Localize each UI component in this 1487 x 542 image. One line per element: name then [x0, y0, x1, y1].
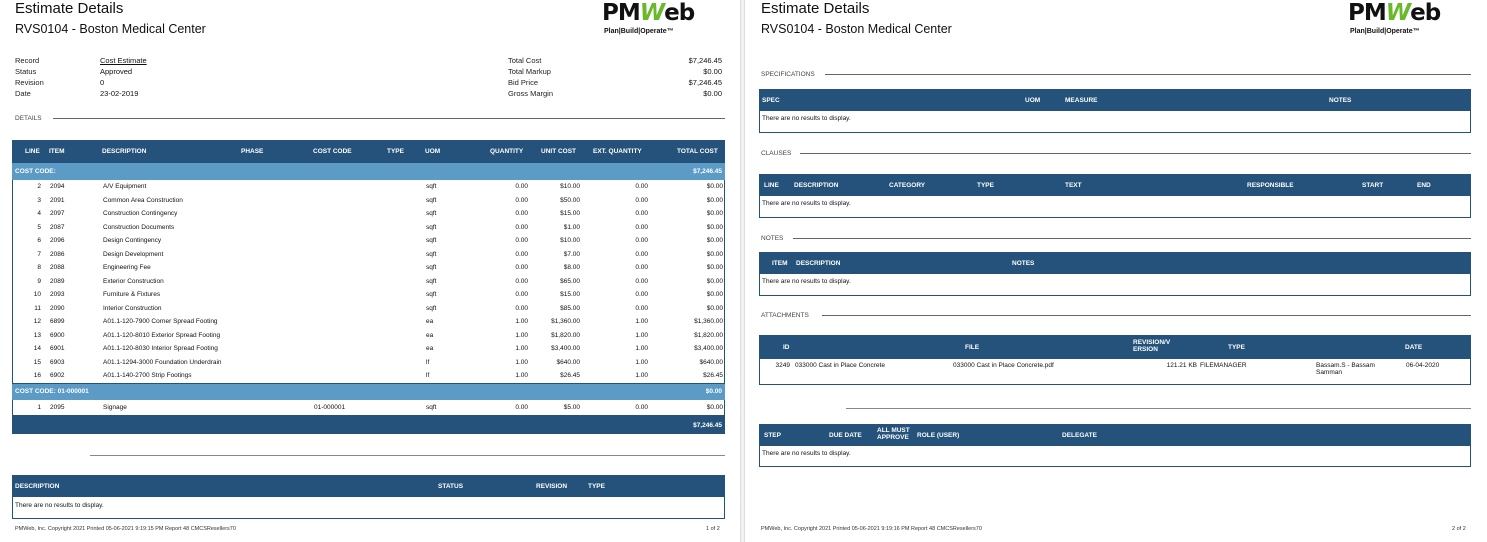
page-footer: PMWeb, Inc. Copyright 2021 Printed 05-06-2021 9:19:16 PM Report 48 CMCSResellers70 [761, 526, 982, 532]
logo-text: PMWeb [1348, 0, 1441, 26]
cell-uom: sqft [426, 183, 437, 190]
col-step: STEP [764, 432, 781, 439]
cell-line: 10 [33, 291, 41, 298]
cell-item: 2096 [50, 237, 65, 244]
attachment-date: 06-04-2020 [1406, 362, 1440, 369]
gross-margin-value: $0.00 [703, 89, 722, 98]
logo-text: PMWeb [602, 0, 695, 26]
attachment-file-link[interactable]: 033000 Cast in Place Concrete.pdf [953, 362, 1054, 369]
cell-total-cost: $0.00 [706, 304, 723, 312]
cost-code-group-2 [12, 384, 725, 400]
cell-uom: sqft [426, 404, 437, 411]
revisions-table-body [12, 497, 725, 519]
cell-unit-cost: $10.00 [560, 237, 580, 244]
page-subtitle: RVS0104 - Boston Medical Center [761, 22, 952, 36]
col-notes: NOTES [1329, 97, 1352, 104]
cell-quantity: 0.00 [515, 183, 528, 190]
attachment-id: 3249 [775, 362, 790, 369]
col-type: TYPE [1228, 344, 1245, 351]
attachment-size: 121.21 KB [1166, 362, 1197, 369]
workflow-table-header: STEP DUE DATE ALL MUST APPROVE ROLE (USER) DELEGATE [759, 424, 1471, 446]
cell-description: Construction Documents [103, 223, 175, 231]
cell-item: 2095 [50, 404, 65, 411]
bid-price-value: $7,246.45 [688, 78, 722, 87]
status-value: Approved [100, 67, 133, 76]
cell-total-cost: $1,820.00 [694, 331, 723, 339]
cell-ext-quantity: 0.00 [635, 223, 648, 231]
group-1-body [12, 180, 725, 384]
cell-uom: ea [426, 318, 434, 325]
cell-quantity: 1.00 [515, 372, 528, 379]
page-title: Estimate Details [15, 0, 124, 17]
table-row [13, 237, 724, 251]
cell-ext-quantity: 0.00 [635, 210, 648, 217]
col-due-date: DUE DATE [829, 432, 862, 439]
table-row [13, 278, 724, 292]
cell-description: A01.1-120-8030 Interior Spread Footing [103, 345, 218, 352]
pmweb-logo [1348, 0, 1440, 26]
notes-table-body [759, 274, 1471, 296]
cell-total-cost: $0.00 [706, 223, 723, 231]
cell-unit-cost: $1,360.00 [551, 318, 580, 325]
cell-quantity: 1.00 [515, 358, 528, 366]
cell-description: Design Development [103, 250, 164, 258]
col-type: TYPE [977, 182, 994, 189]
table-row [13, 224, 724, 238]
cost-code-group-1 [12, 163, 725, 180]
total-markup-label: Total Markup [508, 67, 551, 76]
page-number: 2 of 2 [1452, 526, 1466, 532]
group-total: $7,246.45 [693, 168, 722, 175]
cell-line: 2 [37, 183, 41, 190]
cell-item: 6901 [50, 345, 65, 352]
col-description: DESCRIPTION [794, 182, 839, 189]
cell-description: Interior Construction [103, 304, 162, 312]
details-section-label: DETAILS [15, 115, 42, 122]
total-markup-value: $0.00 [703, 67, 722, 76]
table-row [13, 345, 724, 359]
cell-unit-cost: $1,820.00 [551, 331, 580, 339]
cell-item: 6902 [50, 372, 65, 379]
page-title: Estimate Details [761, 0, 870, 17]
cell-ext-quantity: 1.00 [635, 372, 648, 379]
cell-uom: ea [426, 331, 434, 339]
cell-total-cost: $0.00 [706, 237, 723, 244]
details-rule [53, 118, 725, 119]
col-unit-cost: UNIT COST [541, 148, 577, 155]
cell-description: A01.1-1294-3000 Foundation Underdrain [103, 358, 222, 366]
cell-item: 2087 [50, 223, 65, 231]
gross-margin-label: Gross Margin [508, 89, 554, 98]
cell-item: 2089 [50, 277, 65, 285]
bid-price-label: Bid Price [508, 78, 539, 87]
col-status: STATUS [438, 483, 464, 490]
table-row [13, 210, 724, 224]
revision-value: 0 [100, 78, 105, 87]
col-role-user: ROLE (USER) [917, 432, 960, 439]
clauses-table-header [759, 174, 1471, 196]
grand-total-bar [12, 416, 725, 434]
cell-ext-quantity: 0.00 [635, 183, 648, 190]
col-description: DESCRIPTION [796, 260, 841, 267]
page-subtitle: RVS0104 - Boston Medical Center [15, 22, 206, 36]
cell-item: 2097 [50, 210, 65, 217]
cell-uom: sqft [426, 237, 437, 244]
workflow-table-body [759, 446, 1471, 467]
cell-unit-cost: $15.00 [560, 291, 580, 298]
col-id: ID [783, 344, 790, 351]
cell-quantity: 0.00 [515, 304, 528, 312]
attachment-type: FILEMANAGER [1200, 362, 1247, 369]
notes-rule [793, 238, 1471, 239]
cell-quantity: 0.00 [515, 277, 528, 285]
col-description: DESCRIPTION [15, 483, 60, 490]
cell-ext-quantity: 0.00 [635, 250, 648, 258]
cell-total-cost: $0.00 [706, 291, 723, 298]
cell-description: Signage [103, 404, 127, 411]
cell-total-cost: $0.00 [706, 183, 723, 190]
cell-line: 9 [37, 277, 41, 285]
cell-line: 14 [33, 345, 41, 352]
table-row [13, 264, 724, 278]
group-label: COST CODE: [15, 168, 56, 175]
cell-quantity: 0.00 [515, 223, 528, 231]
cell-line: 15 [33, 358, 41, 366]
cell-description: Furniture & Fixtures [103, 291, 161, 298]
separator-rule [90, 455, 725, 456]
cell-unit-cost: $26.45 [560, 372, 580, 379]
cell-ext-quantity: 0.00 [635, 264, 648, 271]
cell-uom: sqft [426, 210, 437, 217]
cell-total-cost: $3,400.00 [694, 345, 723, 352]
col-responsible: RESPONSIBLE [1247, 182, 1294, 189]
report-page-1 [0, 0, 740, 542]
col-end: END [1417, 182, 1431, 189]
cell-description: Construction Contingency [103, 210, 178, 217]
cell-total-cost: $0.00 [706, 250, 723, 258]
col-type: TYPE [387, 148, 404, 155]
cell-total-cost: $1,360.00 [694, 318, 723, 325]
cell-total-cost: $0.00 [706, 210, 723, 217]
cell-quantity: 0.00 [515, 264, 528, 271]
cell-ext-quantity: 1.00 [635, 331, 648, 339]
cell-ext-quantity: 1.00 [635, 318, 648, 325]
cell-line: 3 [37, 196, 41, 204]
cell-line: 8 [37, 264, 41, 271]
cell-quantity: 0.00 [515, 237, 528, 244]
col-type: TYPE [588, 483, 605, 490]
details-table-header [12, 140, 725, 163]
cell-line: 11 [34, 304, 41, 312]
col-text: TEXT [1065, 182, 1082, 189]
cell-ext-quantity: 0.00 [635, 277, 648, 285]
col-delegate: DELEGATE [1062, 432, 1097, 439]
logo-tagline: Plan|Build|Operate™ [1350, 28, 1420, 35]
revision-label: Revision [15, 78, 44, 87]
cell-unit-cost: $3,400.00 [551, 345, 580, 352]
date-value: 23-02-2019 [100, 89, 139, 98]
empty-message: There are no results to display. [762, 278, 851, 285]
cell-unit-cost: $85.00 [560, 304, 580, 312]
cell-uom: sqft [426, 277, 437, 285]
col-file: FILE [965, 344, 980, 351]
cell-item: 2088 [50, 264, 65, 271]
cell-uom: lf [426, 358, 430, 366]
col-spec: SPEC [762, 97, 780, 104]
record-label: Record [15, 56, 40, 65]
cell-description: A01.1-140-2700 Strip Footings [103, 372, 192, 379]
cell-ext-quantity: 0.00 [635, 291, 648, 298]
cell-line: 4 [37, 210, 41, 217]
cell-total-cost: $0.00 [706, 404, 723, 411]
cell-uom: sqft [426, 250, 437, 258]
status-label: Status [15, 67, 37, 76]
cell-unit-cost: $640.00 [556, 358, 580, 366]
date-label: Date [15, 89, 31, 98]
cell-unit-cost: $50.00 [560, 196, 580, 204]
cell-quantity: 1.00 [515, 331, 528, 339]
cell-line: 16 [33, 372, 41, 379]
col-line: LINE [764, 182, 779, 189]
cell-line: 7 [37, 250, 41, 258]
col-start: START [1362, 182, 1384, 189]
cell-total-cost: $640.00 [699, 358, 723, 366]
col-description: DESCRIPTION [102, 148, 147, 155]
cell-uom: sqft [426, 291, 437, 298]
empty-message: There are no results to display. [762, 450, 851, 457]
cell-item: 2090 [50, 304, 65, 312]
cell-total-cost: $26.45 [703, 372, 723, 379]
col-line: LINE [25, 148, 40, 155]
cell-ext-quantity: 1.00 [635, 345, 648, 352]
cell-line: 1 [37, 404, 41, 411]
cell-unit-cost: $65.00 [560, 277, 580, 285]
group-total: $0.00 [705, 388, 722, 395]
total-cost-value: $7,246.45 [688, 56, 722, 65]
cell-description: Design Contingency [103, 237, 162, 244]
empty-message: There are no results to display. [762, 200, 851, 207]
attachments-section-label: ATTACHMENTS [761, 312, 809, 319]
cell-description: A01.1-120-7900 Corner Spread Footing [103, 318, 218, 325]
col-ext-quantity: EXT. QUANTITY [593, 148, 642, 155]
cell-description: Engineering Fee [103, 264, 151, 271]
cell-item: 6899 [50, 318, 65, 325]
cell-uom: sqft [426, 223, 437, 231]
attachments-table-header: ID FILE REVISION/V ERSION TYPE DATE [759, 335, 1471, 359]
notes-table-header [759, 252, 1471, 274]
table-row [13, 183, 724, 197]
cell-uom: ea [426, 345, 434, 352]
cell-total-cost: $0.00 [706, 264, 723, 271]
cell-item: 6900 [50, 331, 65, 339]
page-number: 1 of 2 [706, 526, 720, 532]
cell-quantity: 0.00 [515, 196, 528, 204]
col-item: ITEM [49, 148, 65, 155]
table-row [13, 359, 724, 373]
col-category: CATEGORY [889, 182, 926, 189]
cell-total-cost: $0.00 [706, 277, 723, 285]
table-row [13, 332, 724, 346]
cell-quantity: 0.00 [515, 250, 528, 258]
cell-line: 13 [33, 331, 41, 339]
cell-ext-quantity: 0.00 [635, 237, 648, 244]
group-2-body [12, 400, 725, 416]
pmweb-logo [602, 0, 694, 26]
cell-quantity: 0.00 [515, 210, 528, 217]
attachments-table-body [759, 359, 1471, 385]
col-phase: PHASE [241, 148, 264, 155]
page-footer: PMWeb, Inc. Copyright 2021 Printed 05-06-2021 9:19:15 PM Report 48 CMCSResellers70 [15, 526, 236, 532]
table-row [13, 318, 724, 332]
cell-item: 6903 [50, 358, 65, 366]
cell-ext-quantity: 0.00 [635, 196, 648, 204]
cell-uom: sqft [426, 304, 437, 312]
table-row [13, 305, 724, 319]
table-row [13, 197, 724, 211]
col-revision: REVISION [536, 483, 568, 490]
clauses-table-body [759, 196, 1471, 218]
revisions-table-header [12, 475, 725, 497]
cell-item: 2091 [50, 196, 65, 204]
cell-quantity: 1.00 [515, 318, 528, 325]
clauses-section-label: CLAUSES [761, 150, 792, 157]
cell-unit-cost: $8.00 [563, 264, 580, 271]
cell-ext-quantity: 0.00 [635, 304, 648, 312]
cell-ext-quantity: 1.00 [635, 358, 648, 366]
cell-uom: sqft [426, 264, 437, 271]
cell-quantity: 0.00 [515, 291, 528, 298]
cell-line: 6 [37, 237, 41, 244]
cell-unit-cost: $10.00 [560, 183, 580, 190]
table-row [13, 291, 724, 305]
col-measure: MEASURE [1065, 97, 1098, 104]
col-uom: UOM [425, 148, 441, 155]
col-cost-code: COST CODE [313, 148, 352, 155]
grand-total-value: $7,246.45 [693, 422, 722, 429]
cell-item: 2086 [50, 250, 65, 258]
cell-line: 12 [33, 318, 41, 325]
col-date: DATE [1405, 344, 1423, 351]
cell-unit-cost: $7.00 [563, 250, 580, 258]
col-item: ITEM [772, 260, 788, 267]
col-quantity: QUANTITY [490, 148, 524, 155]
total-cost-label: Total Cost [508, 56, 542, 65]
separator-rule [846, 408, 1471, 409]
record-link[interactable]: Cost Estimate [100, 56, 147, 65]
col-uom: UOM [1025, 97, 1041, 104]
cell-description: Common Area Construction [103, 196, 183, 204]
group-label: COST CODE: 01-000001 [15, 388, 89, 395]
cell-quantity: 1.00 [515, 345, 528, 352]
clauses-rule [800, 153, 1471, 154]
cell-unit-cost: $1.00 [563, 223, 580, 231]
cell-description: A/V Equipment [103, 183, 147, 190]
cell-item: 2093 [50, 291, 65, 298]
notes-section-label: NOTES [761, 235, 784, 242]
cell-total-cost: $0.00 [706, 196, 723, 204]
empty-message: There are no results to display. [762, 115, 851, 122]
empty-message: There are no results to display. [15, 502, 104, 509]
col-notes: NOTES [1012, 260, 1035, 267]
table-row [13, 251, 724, 265]
cell-uom: lf [426, 372, 430, 379]
cell-unit-cost: $5.00 [563, 404, 580, 411]
cell-description: A01.1-120-8010 Exterior Spread Footing [103, 331, 221, 339]
cell-unit-cost: $15.00 [560, 210, 580, 217]
cell-line: 5 [37, 223, 41, 231]
report-page-2 [745, 0, 1487, 542]
specifications-section-label: SPECIFICATIONS [761, 71, 815, 78]
specifications-rule [825, 74, 1471, 75]
cell-item: 2094 [50, 183, 65, 190]
cell-uom: sqft [426, 196, 437, 204]
attachment-user: Bassam.S - Bassam Samman [1316, 362, 1375, 376]
col-total-cost: TOTAL COST [677, 148, 718, 155]
logo-tagline: Plan|Build|Operate™ [604, 28, 674, 35]
cell-cost-code: 01-000001 [314, 404, 346, 411]
specifications-table-body [759, 111, 1471, 133]
attachment-name: 033000 Cast in Place Concrete [795, 362, 885, 369]
cell-quantity: 0.00 [515, 404, 528, 411]
attachments-rule [822, 315, 1471, 316]
specifications-table-header [759, 89, 1471, 111]
cell-description: Exterior Construction [103, 277, 164, 285]
cell-ext-quantity: 0.00 [635, 404, 648, 411]
